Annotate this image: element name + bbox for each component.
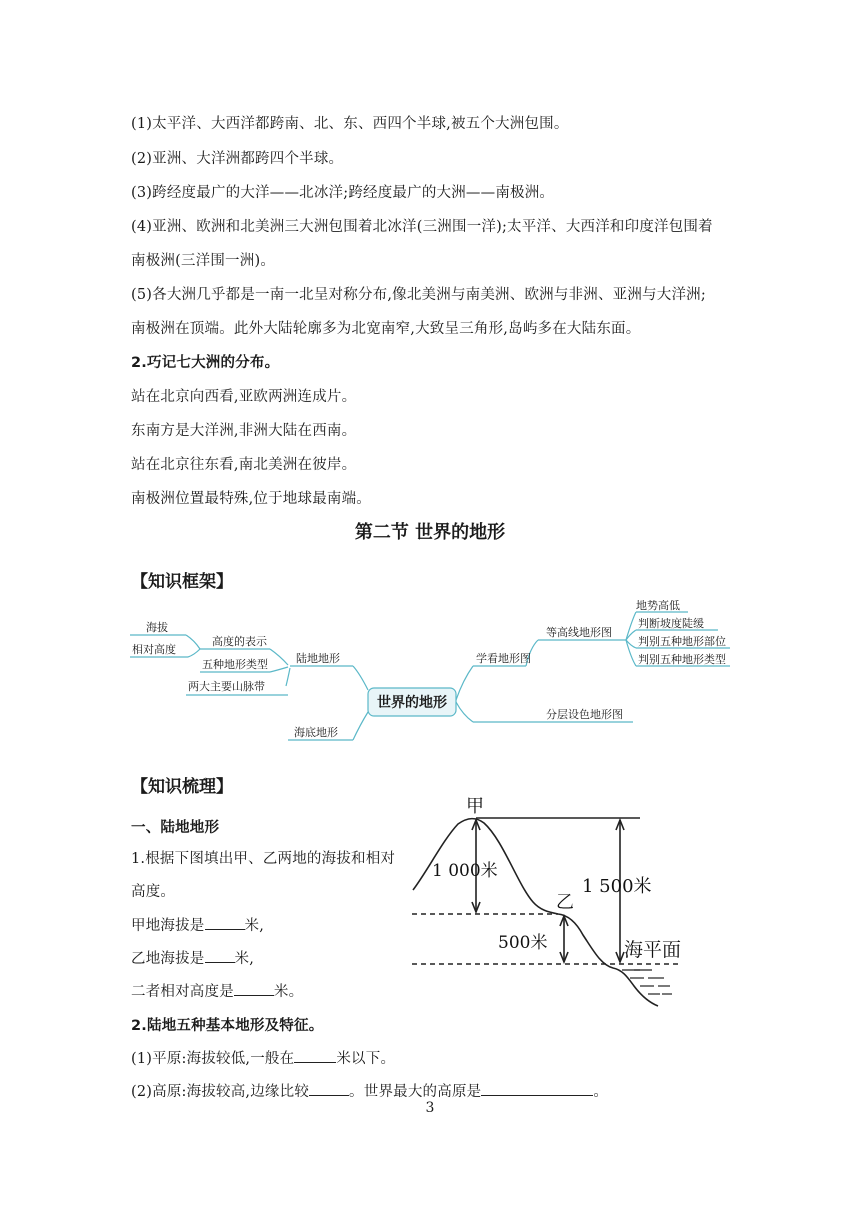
mindmap-contour-map: 等高线地形图	[546, 626, 612, 639]
label-sea-level: 海平面	[624, 939, 682, 961]
label-1000m: 1 000米	[432, 861, 498, 881]
q1-yi-suffix: 米,	[234, 951, 255, 967]
part1-title: 一、陆地地形	[131, 820, 220, 836]
mindmap-contour-item-1: 地势高低	[636, 600, 680, 612]
intro-line-1: (1)太平洋、大西洋都跨南、北、东、西四个半球,被五个大洲包围。	[131, 116, 569, 132]
q1-jia	[131, 914, 264, 935]
mindmap-layered-map: 分层设色地形图	[546, 708, 623, 721]
framework-label: 【知识框架】	[131, 572, 233, 592]
label-1500m: 1 500米	[582, 876, 652, 897]
plateau-edge-blank[interactable]	[309, 1081, 349, 1096]
mindmap-center: 世界的地形	[377, 695, 447, 711]
q1-line-1: 1.根据下图填出甲、乙两地的海拔和相对	[131, 851, 396, 867]
q1-jia-prefix: 甲地海拔是	[131, 918, 205, 934]
section-title: 第二节 世界的地形	[354, 522, 506, 543]
largest-plateau-blank[interactable]	[481, 1081, 593, 1096]
plain-altitude-blank[interactable]	[294, 1048, 336, 1063]
mindmap-contour-item-2: 判断坡度陡缓	[638, 617, 704, 630]
page-number: 3	[425, 1100, 435, 1116]
tip-line-3: 站在北京往东看,南北美洲在彼岸。	[131, 457, 357, 473]
yi-altitude-blank[interactable]	[205, 948, 235, 963]
intro-line-3: (3)跨经度最广的大洋——北冰洋;跨经度最广的大洲——南极洲。	[131, 185, 555, 201]
intro-line-2: (2)亚洲、大洋洲都跨四个半球。	[131, 151, 344, 167]
q2-plateau-suffix: 。	[593, 1084, 609, 1100]
intro-line-6: (5)各大洲几乎都是一南一北呈对称分布,像北美洲与南美洲、欧洲与非洲、亚洲与大洋洲;	[131, 287, 706, 303]
q1-rel-prefix: 二者相对高度是	[131, 984, 234, 1000]
label-500m: 500米	[498, 933, 548, 953]
q1-relative	[131, 980, 303, 1001]
relative-height-blank[interactable]	[234, 981, 274, 996]
mindmap-seabed: 海底地形	[294, 726, 338, 739]
tip-title: 2.巧记七大洲的分布。	[131, 355, 280, 371]
label-yi: 乙	[556, 892, 574, 913]
mindmap-land: 陆地地形	[296, 652, 340, 665]
intro-line-7: 南极洲在顶端。此外大陆轮廓多为北宽南窄,大致呈三角形,岛屿多在大陆东面。	[131, 321, 641, 337]
q1-rel-suffix: 米。	[273, 984, 304, 1000]
tip-line-4: 南极洲位置最特殊,位于地球最南端。	[131, 491, 372, 507]
q2-plateau-prefix: (2)高原:海拔较高,边缘比较	[131, 1084, 310, 1100]
q2-plateau	[131, 1080, 608, 1101]
intro-line-4: (4)亚洲、欧洲和北美洲三大洲包围着北冰洋(三洲围一洋);太平洋、大西洋和印度洋包围着	[131, 219, 713, 235]
q1-line-2: 高度。	[131, 884, 176, 900]
mindmap-contour-item-3: 判别五种地形部位	[638, 635, 726, 648]
terrain-profile-diagram	[408, 790, 708, 1020]
tip-line-1: 站在北京向西看,亚欧两洲连成片。	[131, 389, 357, 405]
label-jia: 甲	[466, 796, 484, 817]
q2-plain-prefix: (1)平原:海拔较低,一般在	[131, 1051, 295, 1067]
q2-plain-suffix: 米以下。	[336, 1051, 396, 1067]
q2-plain	[131, 1047, 395, 1068]
q1-yi-prefix: 乙地海拔是	[131, 951, 205, 967]
q1-jia-suffix: 米,	[244, 918, 265, 934]
tip-line-2: 东南方是大洋洲,非洲大陆在西南。	[131, 423, 357, 439]
mindmap-altitude: 海拔	[146, 621, 168, 634]
review-label: 【知识梳理】	[131, 777, 233, 797]
q1-yi	[131, 947, 254, 968]
intro-line-5: 南极洲(三洋围一洲)。	[131, 253, 276, 269]
q2-plateau-mid: 。世界最大的高原是	[349, 1084, 482, 1100]
mindmap-relative-height: 相对高度	[132, 643, 176, 656]
jia-altitude-blank[interactable]	[205, 915, 245, 930]
mindmap-learn: 学看地形图	[476, 652, 531, 665]
knowledge-mindmap	[128, 600, 740, 760]
mindmap-mountain-belts: 两大主要山脉带	[188, 680, 265, 693]
mindmap-contour-item-4: 判别五种地形类型	[638, 653, 726, 666]
q2-title: 2.陆地五种基本地形及特征。	[131, 1018, 324, 1034]
mindmap-five-types: 五种地形类型	[202, 658, 268, 671]
mindmap-height-repr: 高度的表示	[212, 635, 267, 648]
